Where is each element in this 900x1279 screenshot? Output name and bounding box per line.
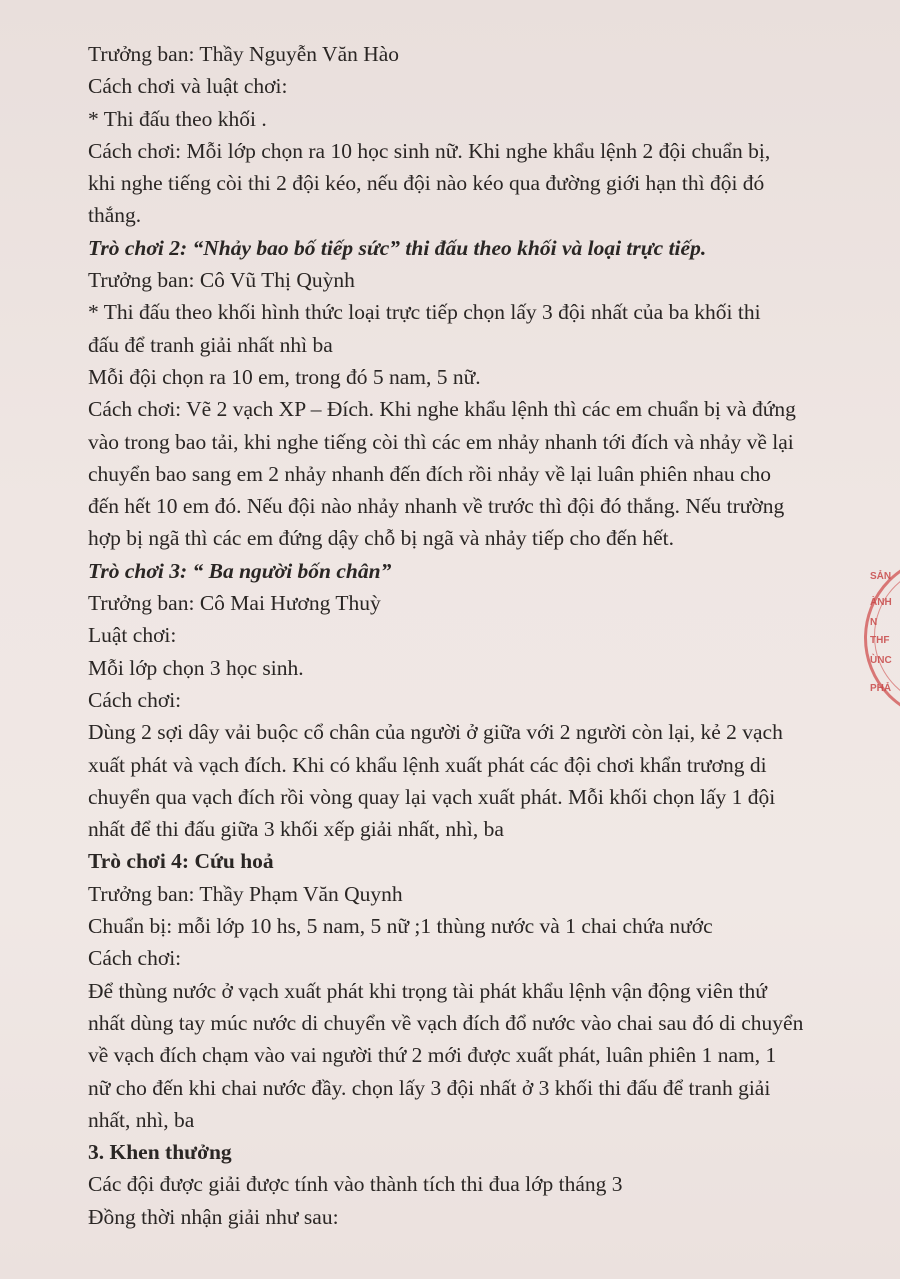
- text-line: * Thi đấu theo khối .: [88, 106, 267, 131]
- text-line: Cách chơi:: [88, 687, 182, 712]
- stamp-text: THF: [870, 635, 890, 646]
- red-stamp-fragment: [864, 555, 900, 725]
- text-line: nhất, nhì, ba: [88, 1107, 195, 1132]
- text-line: Cách chơi:: [88, 946, 182, 971]
- text-line: nhất dùng tay múc nước di chuyển về vạch đích đổ nước vào chai sau đó di chuyển: [88, 1010, 804, 1035]
- text-line: Trưởng ban: Cô Mai Hương Thuỳ: [88, 591, 381, 616]
- document-body: [88, 38, 858, 1233]
- section-heading: Trò chơi 2: “Nhảy bao bố tiếp sức” thi đấu theo khối và loại trực tiếp.: [88, 235, 707, 260]
- text-line: Trưởng ban: Thầy Nguyễn Văn Hào: [88, 42, 400, 66]
- text-line: Các đội được giải được tính vào thành tích thi đua lớp tháng 3: [88, 1172, 623, 1197]
- text-line: Trưởng ban: Cô Vũ Thị Quỳnh: [88, 268, 355, 293]
- stamp-text: N: [870, 617, 878, 628]
- text-line: đấu để tranh giải nhất nhì ba: [88, 332, 333, 357]
- stamp-text: PHẢ: [870, 683, 892, 694]
- text-line: Đồng thời nhận giải như sau:: [88, 1204, 339, 1229]
- text-line: Cách chơi: Mỗi lớp chọn ra 10 học sinh nữ. Khi nghe khẩu lệnh 2 đội chuẩn bị,: [88, 138, 771, 163]
- text-line: khi nghe tiếng còi thi 2 đội kéo, nếu đội nào kéo qua đường giới hạn thì đội đó: [88, 171, 765, 196]
- text-line: Để thùng nước ở vạch xuất phát khi trọng tài phát khẩu lệnh vận động viên thứ: [88, 978, 767, 1003]
- text-line: hợp bị ngã thì các em đứng dậy chỗ bị ngã và nhảy tiếp cho đến hết.: [88, 526, 675, 551]
- text-line: nhất để thi đấu giữa 3 khối xếp giải nhất, nhì, ba: [88, 817, 504, 842]
- section-heading: Trò chơi 3: “ Ba người bốn chân”: [88, 558, 392, 583]
- text-line: chuyển qua vạch đích rồi vòng quay lại vạch xuất phát. Mỗi khối chọn lấy 1 đội: [88, 784, 776, 809]
- text-line: Luật chơi:: [88, 623, 177, 648]
- text-line: Trưởng ban: Thầy Phạm Văn Quynh: [88, 881, 403, 906]
- stamp-text: SẢN: [870, 571, 892, 582]
- stamp-text: ÀNH: [870, 597, 892, 608]
- text-line: Cách chơi và luật chơi:: [88, 74, 288, 99]
- text-line: vào trong bao tải, khi nghe tiếng còi thì các em nhảy nhanh tới đích và nhảy về lại: [88, 429, 794, 454]
- stamp-text: ÙNC: [870, 655, 892, 666]
- text-line: chuyển bao sang em 2 nhảy nhanh đến đích rồi nhảy về lại luân phiên nhau cho: [88, 461, 772, 486]
- section-heading: Trò chơi 4: Cứu hoả: [88, 849, 274, 874]
- text-line: Dùng 2 sợi dây vải buộc cổ chân của người ở giữa với 2 người còn lại, kẻ 2 vạch: [88, 720, 783, 745]
- text-line: Mỗi đội chọn ra 10 em, trong đó 5 nam, 5 nữ.: [88, 364, 481, 389]
- section-heading: 3. Khen thưởng: [88, 1140, 232, 1165]
- text-line: xuất phát và vạch đích. Khi có khẩu lệnh xuất phát các đội chơi khẩn trương di: [88, 752, 767, 777]
- text-line: * Thi đấu theo khối hình thức loại trực tiếp chọn lấy 3 đội nhất của ba khối thi: [88, 300, 761, 325]
- text-line: thắng.: [88, 203, 142, 228]
- text-line: Cách chơi: Vẽ 2 vạch XP – Đích. Khi nghe khẩu lệnh thì các em chuẩn bị và đứng: [88, 397, 796, 422]
- text-line: về vạch đích chạm vào vai người thứ 2 mới được xuất phát, luân phiên 1 nam, 1: [88, 1043, 777, 1068]
- text-line: đến hết 10 em đó. Nếu đội nào nhảy nhanh về trước thì đội đó thắng. Nếu trường: [88, 494, 785, 519]
- text-line: Chuẩn bị: mỗi lớp 10 hs, 5 nam, 5 nữ ;1 thùng nước và 1 chai chứa nước: [88, 914, 713, 939]
- text-line: nữ cho đến khi chai nước đầy. chọn lấy 3 đội nhất ở 3 khối thi đấu để tranh giải: [88, 1075, 771, 1100]
- text-line: Mỗi lớp chọn 3 học sinh.: [88, 655, 304, 680]
